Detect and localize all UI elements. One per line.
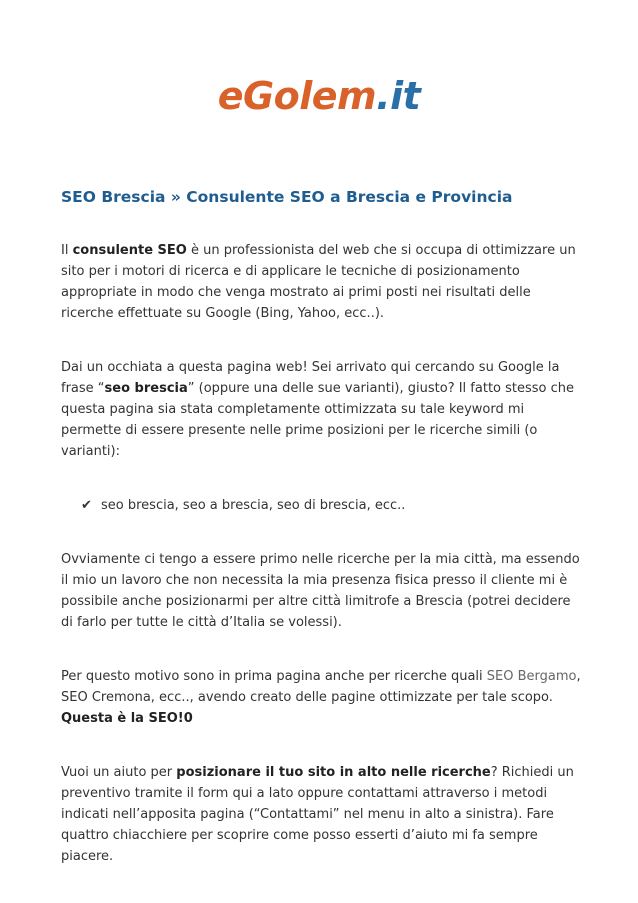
keyword-paragraph — [61, 357, 581, 462]
keyword-bold: seo brescia — [104, 381, 188, 396]
contact-paragraph — [61, 762, 581, 867]
other-cities-pre: Per questo motivo sono in prima pagina anche per ricerche quali — [61, 669, 487, 684]
logo-tld-text: .it — [376, 74, 421, 118]
checkmark-icon: ✔ — [81, 498, 92, 513]
site-logo[interactable] — [0, 72, 638, 120]
keyword-pre: Dai un occhiata a questa pagina web! Sei arrivato qui cercando su Google la frase “ — [61, 360, 560, 396]
other-cities-mid: , SEO Cremona, ecc.., avendo creato delle pagine ottimizzate per tale scopo. — [61, 669, 581, 705]
article-body — [61, 186, 581, 900]
other-cities-paragraph — [61, 666, 581, 729]
list-item-text: seo brescia, seo a brescia, seo di brescia, ecc.. — [101, 498, 406, 513]
contact-bold: posizionare il tuo sito in alto nelle ricerche — [176, 765, 491, 780]
logo-main-text: eGolem — [217, 74, 377, 118]
keyword-list — [61, 495, 581, 516]
list-item — [81, 495, 581, 516]
seo-bergamo-link[interactable]: SEO Bergamo — [486, 669, 577, 684]
other-cities-bold: Questa è la SEO!0 — [61, 711, 193, 726]
page-title: SEO Brescia » Consulente SEO a Brescia e Provincia — [61, 188, 513, 206]
contact-pre: Vuoi un aiuto per — [61, 765, 177, 780]
cities-paragraph: Ovviamente ci tengo a essere primo nelle ricerche per la mia città, ma essendo il mio un lavoro che non necessita la mia presenza fisica presso il cliente mi è possibile anche posizionarmi per altre città limitrofe a Brescia (potrei decidere di farlo per tutte le città d’Italia se volessi). — [61, 552, 580, 630]
intro-bold: consulente SEO — [72, 243, 187, 258]
intro-paragraph — [61, 240, 581, 324]
intro-post: è un professionista del web che si occupa di ottimizzare un sito per i motori di ricerca e di applicare le tecniche di posizionamento appropriate in modo che venga mostrato ai primi posti nei risultati delle ricerche effettuate su Google (Bing, Yahoo, ecc..). — [61, 243, 576, 321]
keyword-post: ” (oppure una delle sue varianti), giusto? Il fatto stesso che questa pagina sia stata completamente ottimizzata su tale keyword mi permette di essere presente nelle prime posizioni per le ricerche simili (o varianti): — [61, 381, 575, 459]
contact-post: ? Richiedi un preventivo tramite il form qui a lato oppure contattami attraverso i metodi indicati nell’apposita pagina (“Contattami” nel menu in alto a sinistra). Fare quattro chiacchiere per scoprire come posso esserti d’aiuto mi fa sempre piacere. — [61, 765, 574, 864]
intro-pre: Il — [61, 243, 73, 258]
